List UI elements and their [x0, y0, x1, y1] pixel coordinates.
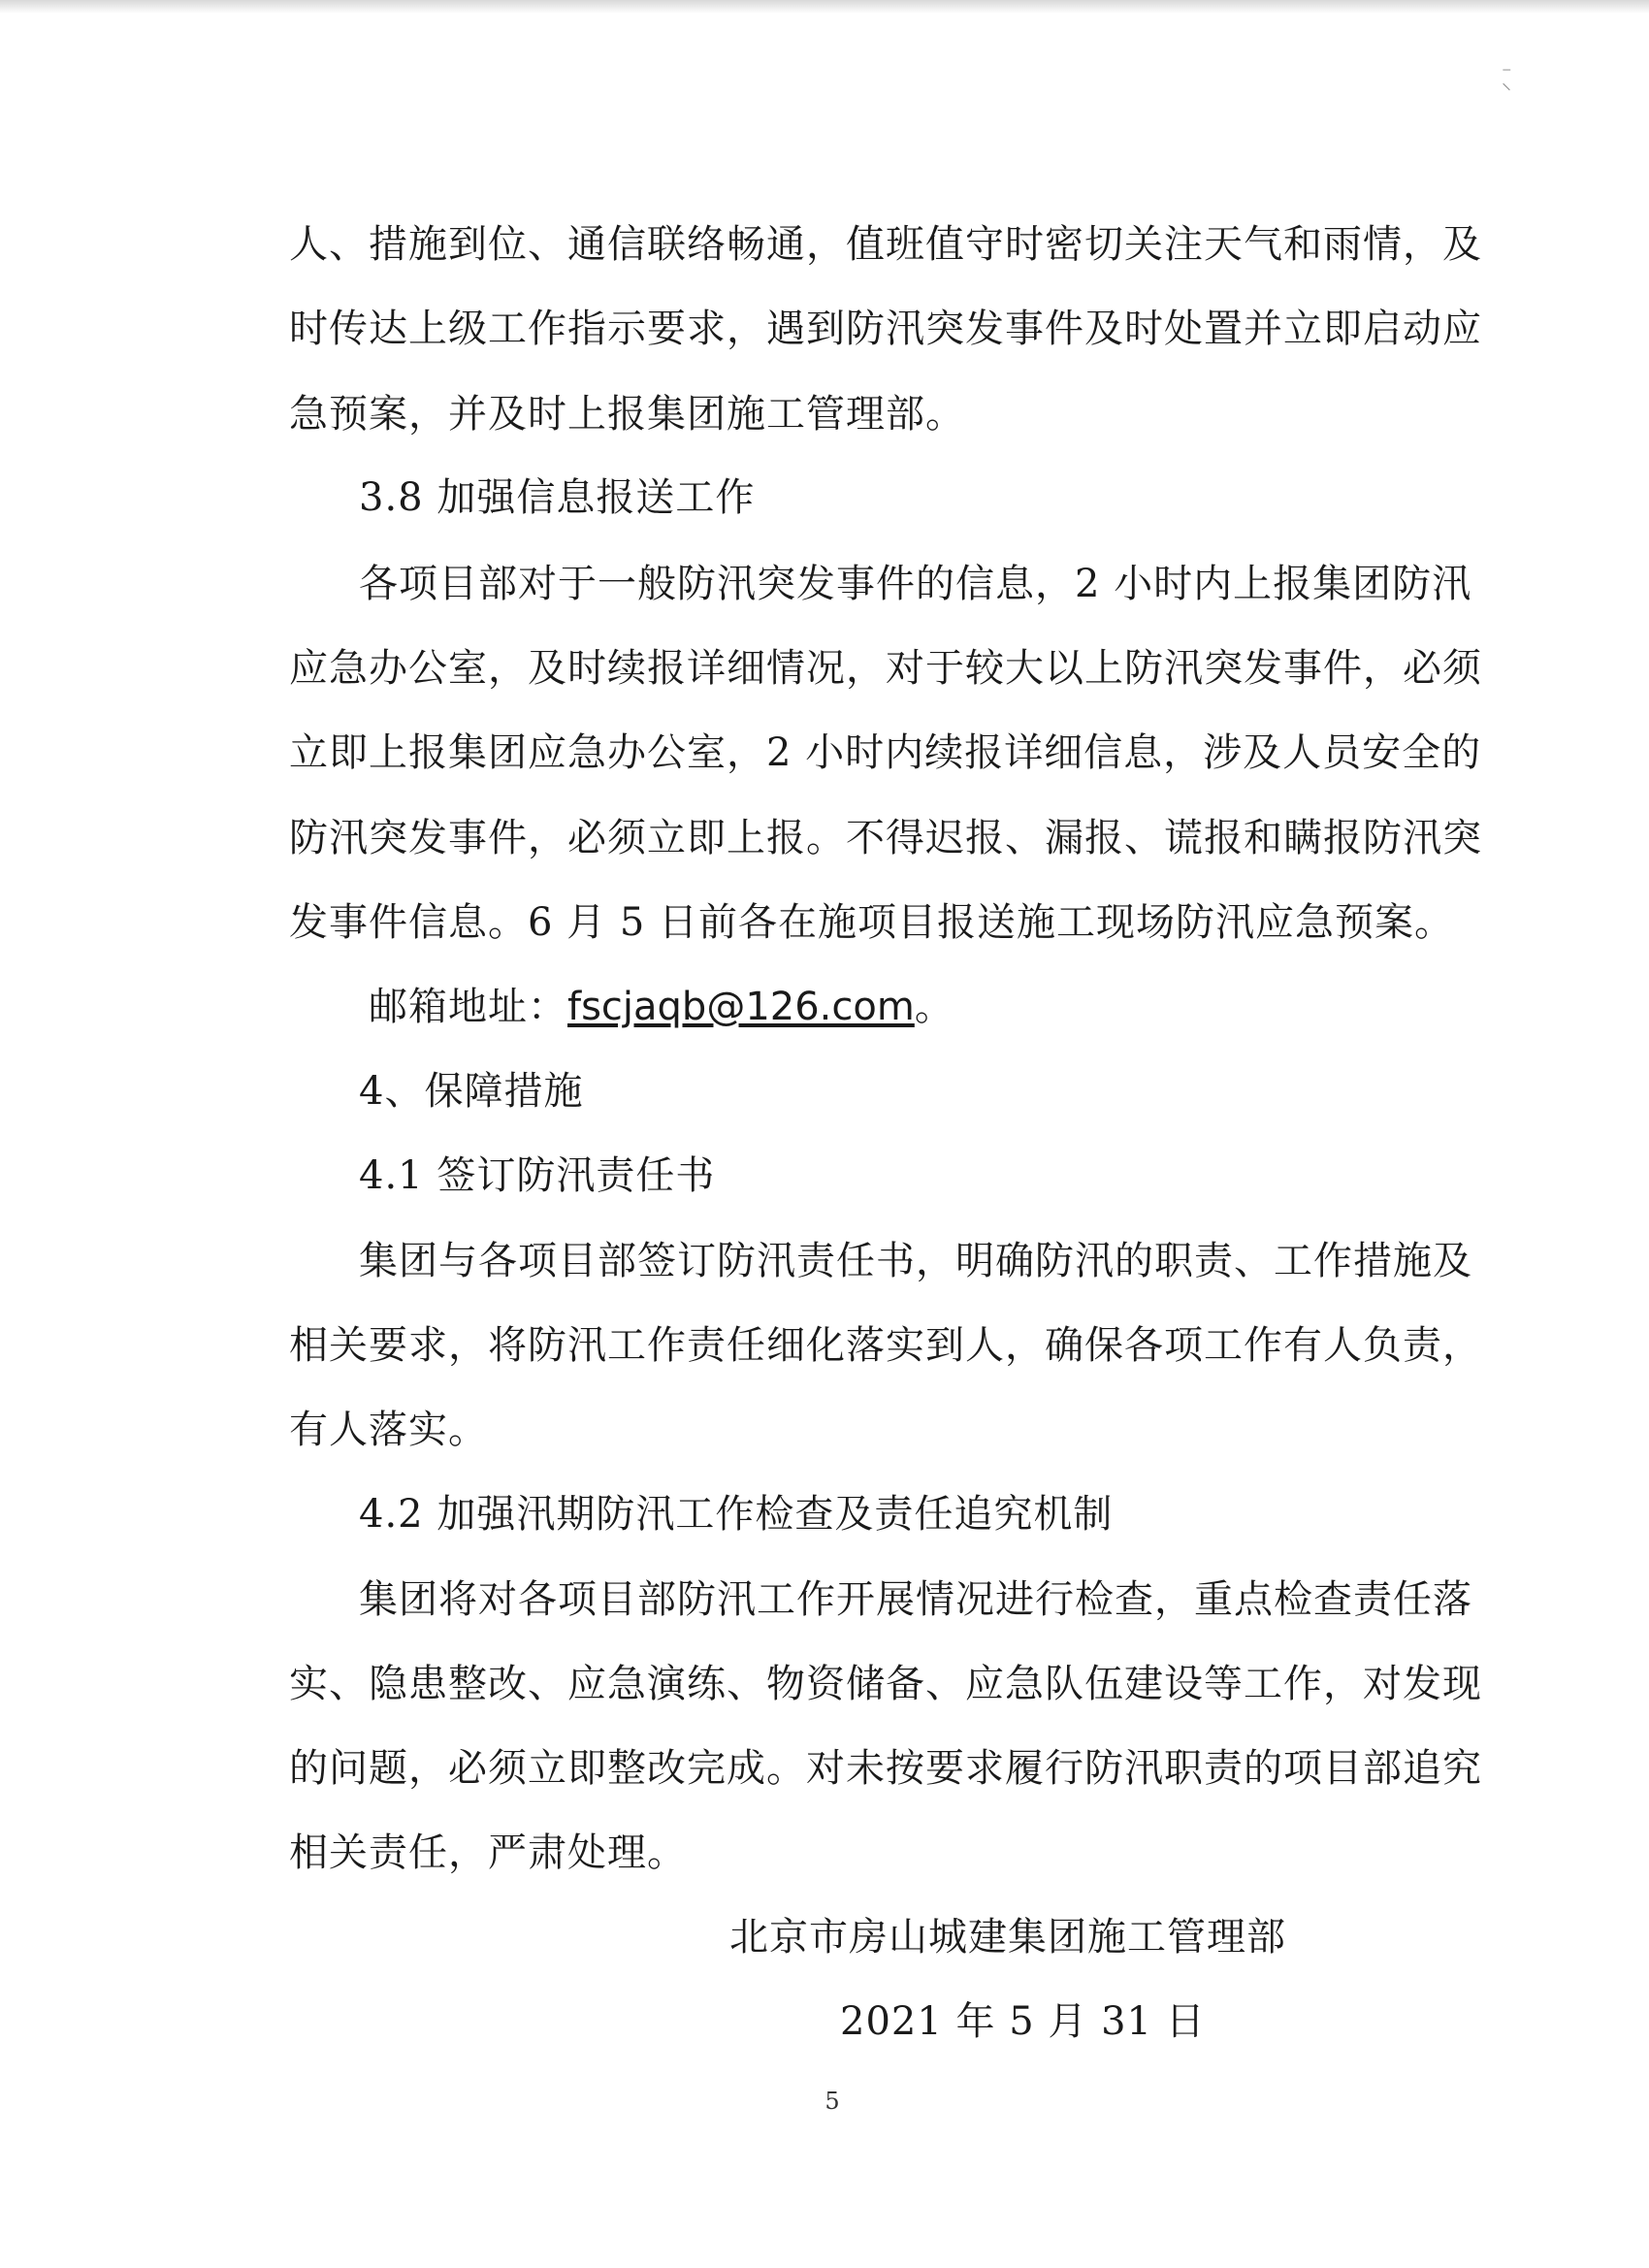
- paragraph-line: 防汛突发事件，必须立即上报。不得迟报、漏报、谎报和瞒报防汛突: [289, 816, 1482, 860]
- paragraph-line: 应急办公室，及时续报详细情况，对于较大以上防汛突发事件，必须: [289, 646, 1482, 691]
- paragraph-line: 的问题，必须立即整改完成。对未按要求履行防汛职责的项目部追究: [289, 1746, 1482, 1791]
- section-heading-4-1: 4.1 签订防汛责任书: [359, 1153, 716, 1198]
- email-suffix: 。: [914, 985, 954, 1029]
- paragraph-line: 立即上报集团应急办公室，2 小时内续报详细信息，涉及人员安全的: [289, 730, 1482, 775]
- scan-artifact-mark: ⁻ ⸌: [1502, 61, 1512, 102]
- email-line: [369, 984, 954, 1030]
- email-label: 邮箱地址：: [369, 985, 567, 1029]
- paragraph-line: 相关责任，严肃处理。: [289, 1831, 687, 1875]
- section-heading-4: 4、保障措施: [359, 1069, 584, 1114]
- paragraph-line: 实、隐患整改、应急演练、物资储备、应急队伍建设等工作，对发现: [289, 1662, 1482, 1706]
- scan-top-edge: [0, 0, 1649, 14]
- paragraph-line: 人、措施到位、通信联络畅通，值班值守时密切关注天气和雨情，及: [289, 222, 1482, 267]
- paragraph-line: 集团将对各项目部防汛工作开展情况进行检查，重点检查责任落: [359, 1577, 1472, 1622]
- paragraph-line: 相关要求，将防汛工作责任细化落实到人，确保各项工作有人负责，: [289, 1323, 1482, 1368]
- paragraph-line: 有人落实。: [289, 1408, 488, 1452]
- paragraph-line: 集团与各项目部签订防汛责任书，明确防汛的职责、工作措施及: [359, 1239, 1472, 1283]
- paragraph-line: 各项目部对于一般防汛突发事件的信息，2 小时内上报集团防汛: [359, 562, 1472, 606]
- paragraph-line: 时传达上级工作指示要求，遇到防汛突发事件及时处置并立即启动应: [289, 307, 1482, 351]
- section-heading-4-2: 4.2 加强汛期防汛工作检查及责任追究机制: [359, 1492, 1114, 1537]
- section-heading-3-8: 3.8 加强信息报送工作: [359, 475, 756, 520]
- email-link[interactable]: fscjaqb@126.com: [567, 985, 915, 1029]
- page-number: 5: [824, 2088, 840, 2115]
- signature-date: 2021 年 5 月 31 日: [840, 1999, 1206, 2044]
- paragraph-line: 发事件信息。6 月 5 日前各在施项目报送施工现场防汛应急预案。: [289, 900, 1455, 945]
- paragraph-line: 急预案，并及时上报集团施工管理部。: [289, 392, 965, 437]
- signature-organization: 北京市房山城建集团施工管理部: [729, 1915, 1286, 1960]
